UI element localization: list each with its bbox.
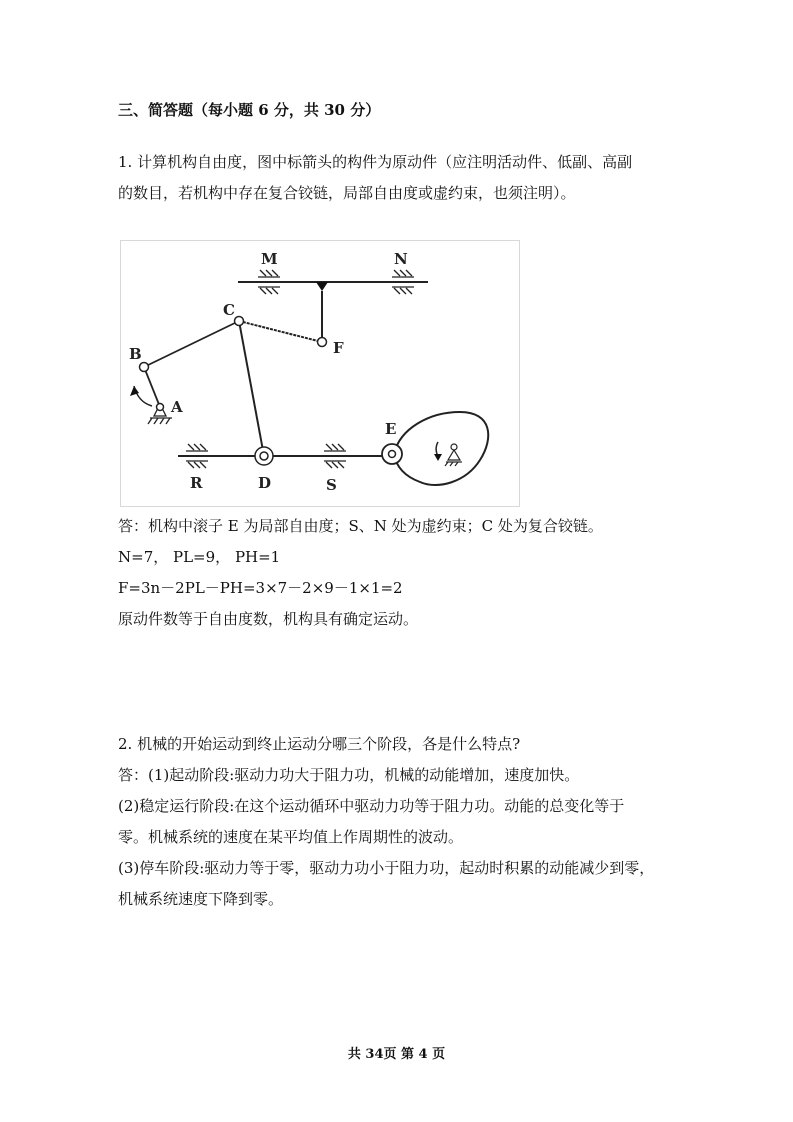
label-d: D bbox=[258, 474, 272, 492]
question-1-text-line-2: 的数目，若机构中存在复合铰链，局部自由度或虚约束，也须注明）。 bbox=[118, 184, 576, 202]
label-n: N bbox=[394, 250, 408, 268]
joint-b bbox=[140, 363, 149, 372]
page-footer: 共 34页 第 4 页 bbox=[347, 1047, 446, 1062]
section-heading: 三、简答题（每小题 6 分，共 30 分） bbox=[118, 101, 381, 119]
joint-f bbox=[318, 338, 327, 347]
label-e: E bbox=[385, 420, 397, 438]
question-1-answer-line-2: N=7， PL=9， PH=1 bbox=[118, 548, 281, 566]
roller-e-pin bbox=[389, 451, 396, 458]
question-2-answer-line-1: 答：(1)起动阶段:驱动力功大于阻力功，机械的动能增加，速度加快。 bbox=[118, 766, 580, 784]
question-1-answer-line-4: 原动件数等于自由度数，机构具有确定运动。 bbox=[118, 610, 419, 628]
question-2-answer-line-3: 零。机械系统的速度在某平均值上作周期性的波动。 bbox=[118, 828, 464, 846]
question-2-answer-line-5: 机械系统速度下降到零。 bbox=[118, 890, 284, 908]
question-2-text: 2. 机械的开始运动到终止运动分哪三个阶段，各是什么特点? bbox=[118, 735, 521, 753]
question-2-answer-line-4: (3)停车阶段:驱动力等于零，驱动力功小于阻力功，起动时积累的动能减少到零， bbox=[118, 859, 655, 877]
question-2-answer-line-2: (2)稳定运行阶段:在这个运动循环中驱动力功等于阻力功。动能的总变化等于 bbox=[118, 797, 625, 815]
joint-c bbox=[235, 317, 244, 326]
joint-d bbox=[260, 452, 268, 460]
question-1-answer-line-1: 答：机构中滚子 E 为局部自由度；S、N 处为虚约束；C 处为复合铰链。 bbox=[118, 517, 603, 535]
joint-a bbox=[157, 404, 164, 411]
label-f: F bbox=[333, 339, 344, 357]
label-m: M bbox=[261, 250, 278, 268]
label-c: C bbox=[223, 301, 235, 319]
label-s: S bbox=[326, 476, 337, 494]
question-1-text-line-1: 1. 计算机构自由度，图中标箭头的构件为原动件（应注明活动件、低副、高副 bbox=[118, 153, 633, 171]
label-a: A bbox=[171, 398, 183, 416]
question-1-answer-line-3: F=3n－2PL－PH=3×7－2×9－1×1=2 bbox=[118, 579, 403, 597]
label-r: R bbox=[190, 474, 203, 492]
mechanism-figure bbox=[120, 240, 520, 507]
label-b: B bbox=[129, 345, 142, 363]
